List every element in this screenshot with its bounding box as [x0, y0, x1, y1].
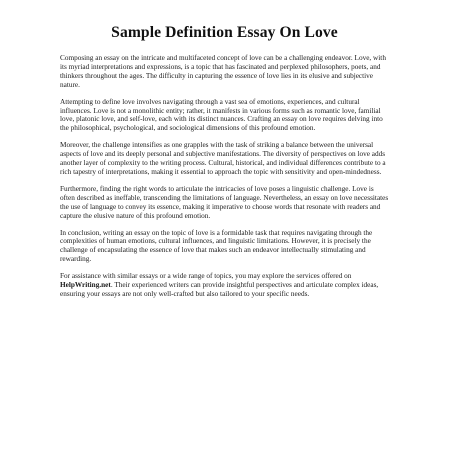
essay-title: Sample Definition Essay On Love — [111, 24, 338, 41]
closing-text-after-link: . Their experienced writers can provide insightful perspectives and articulate complex ideas, ensuring your essays are not only well-crafted but also tailored to your specific needs. — [60, 281, 379, 298]
paragraph-challenge: Moreover, the challenge intensifies as one grapples with the task of striking a balance between the universal aspects of love and its deeply personal and subjective manifestations. The diversity of perspectives on love adds another layer of complexity to the writing process. Cultural, historical, and individual differences contribute to a rich tapestry of interpretations, making it essential to approach the topic with sensitivity and open-mindedness. — [60, 141, 386, 176]
helpwriting-link[interactable]: HelpWriting.net — [60, 281, 111, 290]
paragraph-closing — [60, 272, 389, 299]
paragraph-conclusion: In conclusion, writing an essay on the topic of love is a formidable task that requires navigating through the complexities of human emotions, cultural influences, and linguistic limitations. However, it is precisely the challenge of encapsulating the essence of love that makes such an endeavor intellectually stimulating and rewarding. — [60, 228, 373, 264]
paragraph-defining-love: Attempting to define love involves navigating through a vast sea of emotions, experiences, and cultural influences. Love is not a monolithic entity; rather, it manifests in various forms such as romantic love, familial love, platonic love, and self-love, each with its distinct nuances. Crafting an essay on love requires delving into the philosophical, psychological, and sociological dimensions of this profound emotion. — [60, 97, 383, 133]
closing-text-before-link: For assistance with similar essays or a wide range of topics, you may explore the services offered on — [60, 272, 352, 281]
paragraph-intro: Composing an essay on the intricate and multifaceted concept of love can be a challenging endeavor. Love, with its myriad interpretations and expressions, is a topic that has fascinated and perplexed philosophers, poets, and thinkers throughout the ages. The difficulty in capturing the essence of love lies in its elusive and subjective nature. — [60, 54, 386, 89]
paragraph-language: Furthermore, finding the right words to articulate the intricacies of love poses a linguistic challenge. Love is often described as ineffable, transcending the limitations of language. Nevertheless, an essay on love necessitates the use of language to convey its essence, making it imperative to choose words that resonate with readers and capture the elusive nature of this profound emotion. — [60, 184, 389, 220]
